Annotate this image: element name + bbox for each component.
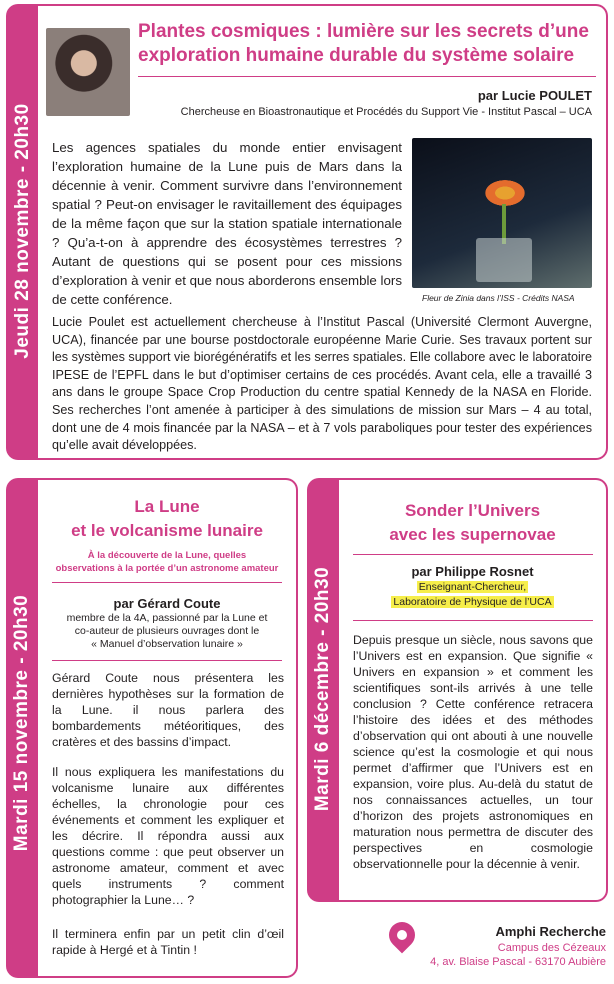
- event-title: Plantes cosmiques : lumière sur les secrets d’une exploration humaine durable du système solaire: [138, 21, 589, 66]
- event-subtitle-line1: À la découverte de la Lune, quelles: [87, 550, 247, 561]
- event-paragraph-2: Il nous expliquera les manifestations du volcanisme lunaire aux différentes échelles, la chronologie pour ces événements et comment les expliquer et les décrire. Il répondra aussi aux questions comme : que peut observer un astronome amateur, comment et avec quels instruments ? comment photographier la Lune… ?: [52, 765, 284, 907]
- map-pin-icon: [384, 917, 421, 954]
- event-title-line2: avec les supernovae: [389, 525, 556, 544]
- speaker-portrait: [46, 28, 130, 116]
- title-divider: [52, 582, 282, 583]
- event-title-line2: et le volcanisme lunaire: [71, 521, 263, 540]
- venue-campus: Campus des Cézeaux: [497, 942, 606, 954]
- event-card-philippe-rosnet: [307, 478, 608, 902]
- speaker-role-line1: Enseignant-Chercheur,: [418, 581, 527, 593]
- title-divider: [138, 76, 596, 77]
- event-title-line1: La Lune: [134, 497, 200, 516]
- speaker-divider: [353, 620, 593, 621]
- photo-caption: Fleur de Zinia dans l’ISS - Crédits NASA: [422, 293, 575, 303]
- venue-address: 4, av. Blaise Pascal - 63170 Aubière: [430, 956, 606, 968]
- event-subtitle-line2: observations à la portée d’un astronome amateur: [55, 563, 279, 574]
- event-description: Depuis presque un siècle, nous savons que l’Univers est en expansion. Que signifie « Univers en expansion » et comment les scientifiques sont-ils arrivés à une telle conclusion ? Cette conférence retracera l’histoire des idées et des méthodes d’observation qui ont abouti à une nouvelle science qu’est la cosmologie et qui nous permet d’affirmer que l’Univers est en expansion, voire plus. Au-delà du statut de nos connaissances actuelles, un tour d’horizon des projets astronomiques en maturation nous permettra de discuter des perspectives en cosmologie observationnelle pour la décennie à venir.: [353, 633, 593, 871]
- event-card-content: [38, 6, 606, 458]
- event-date-label: Mardi 15 novembre - 20h30: [11, 594, 32, 852]
- event-card-content: [339, 480, 606, 900]
- event-date-label: Jeudi 28 novembre - 20h30: [12, 103, 33, 359]
- speaker-name: par Gérard Coute: [113, 596, 221, 611]
- zinnia-iss-photo: [412, 138, 592, 288]
- venue-name: Amphi Recherche: [495, 924, 606, 939]
- event-paragraph-3: Il terminera enfin par un petit clin d’œil rapide à Hergé et à Tintin !: [52, 927, 284, 957]
- event-paragraph-1: Gérard Coute nous présentera les dernières hypothèses sur la formation de la Lune. il nous parlera des bombardements météoritiques, des cratères et des bassins d’impact.: [52, 671, 284, 749]
- speaker-bio: Lucie Poulet est actuellement chercheuse à l’Institut Pascal (Université Clermont Auvergne, UCA), financée par une bourse postdoctorale européenne Marie Curie. Ses travaux portent sur les systèmes support vie biorégénératifs et les serres spatiales. Elle collabore avec le laboratoire IPESE de l’EPFL dans le but d’optimiser certains de ces procédés. Avant cela, elle a travaillé 3 ans dans le groupe Space Crop Production du centre spatial Kennedy de la NASA en Floride. Ses recherches l’ont amenée à participer à des simulations de mission sur Mars – 4 au total, dont une de 4 mois financée par la NASA – et à 7 vols paraboliques pour tester des expériences qu’elle avait développées.: [52, 315, 592, 453]
- event-card-content: [38, 480, 296, 976]
- speaker-role-line2: co-auteur de plusieurs ouvrages dont le: [74, 625, 260, 637]
- speaker-role-line1: membre de la 4A, passionné par la Lune et: [66, 612, 268, 624]
- speaker-role-line3: « Manuel d’observation lunaire »: [91, 638, 243, 650]
- event-card-gerard-coute: [6, 478, 298, 978]
- event-card-lucie-poulet: [6, 4, 608, 460]
- speaker-role: Chercheuse en Bioastronautique et Procédés du Support Vie - Institut Pascal – UCA: [180, 106, 592, 118]
- speaker-role-line2: Laboratoire de Physique de l’UCA: [393, 596, 552, 608]
- event-title-line1: Sonder l’Univers: [404, 501, 541, 520]
- speaker-divider: [52, 660, 282, 661]
- title-divider: [353, 554, 593, 555]
- speaker-name: par Philippe Rosnet: [411, 564, 534, 579]
- event-intro: Les agences spatiales du monde entier envisagent l’exploration humaine de la Lune puis de Mars dans la décennie à venir. Comment survivre dans l’environnement spatial ? Peut-on envisager le ravitaillement des équipages de la même façon que sur la station spatiale internationale ? Qu’a-t-on à apprendre des écosystèmes terrestres ? Autant de questions qui se posent pour ces missions d’exploration à venir et que nous aborderons ensemble lors de cette conférence.: [52, 140, 402, 307]
- event-date-label: Mardi 6 décembre - 20h30: [312, 566, 333, 812]
- speaker-name: par Lucie POULET: [477, 88, 592, 103]
